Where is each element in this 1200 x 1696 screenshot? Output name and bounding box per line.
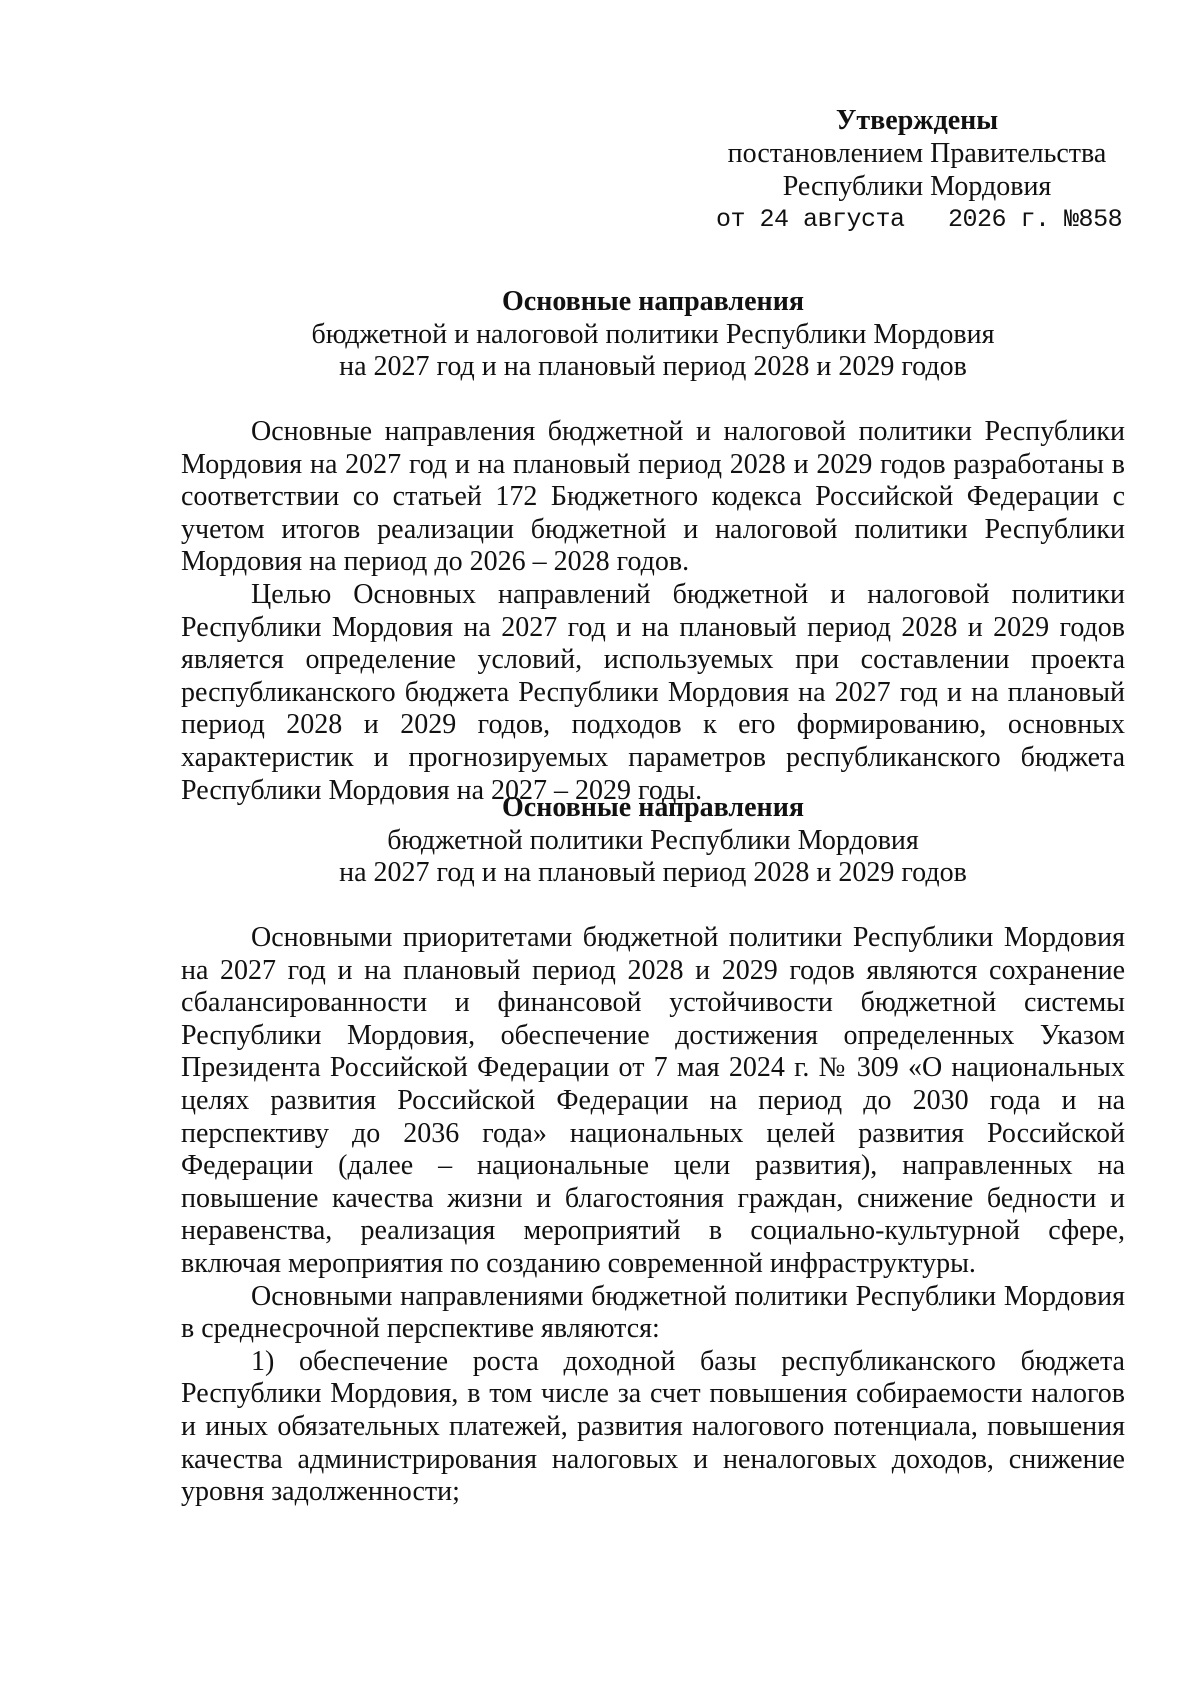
section-1-title: Основные направления [502, 286, 804, 317]
approval-line-republic: Республики Мордовия [782, 171, 1052, 202]
section-2 [181, 792, 1125, 890]
section-2-paragraph-1: Основными приоритетами бюджетной политики Республики Мордовия на 2027 год и на плановый период 2028 и 2029 годов являются сохранение сбалансированности и финансовой устойчивости бюджетной системы Республики Мордовия, обеспечение достижения определенных Указом Президента Российской Федерации от 7 мая 2024 г. № 309 «О национальных целях развития Российской Федерации на период до 2030 года и на перспективу до 2036 года» национальных целей развития Российской Федерации (далее – национальные цели развития), направленных на повышение качества жизни и благостояния граждан, снижение бедности и неравенства, реализация мероприятий в социально-культурной сфере, включая мероприятия по созданию современной инфраструктуры. [181, 922, 1125, 1279]
section-2-paragraph-2: Основными направлениями бюджетной политики Республики Мордовия в среднесрочной перспективе являются: [181, 1280, 1125, 1345]
approval-line-date-number: от 24 августа 2026 г. №858 [716, 205, 1123, 234]
section-2-subtitle-1: бюджетной политики Республики Мордовия [387, 824, 919, 856]
section-1-paragraph-2: Целью Основных направлений бюджетной и налоговой политики Республики Мордовия на 2027 год и на плановый период 2028 и 2029 годов является определение условий, используемых при составлении проекта республиканского бюджета Республики Мордовия на 2027 год и на плановый период 2028 и 2029 годов, подходов к его формированию, основных характеристик и прогнозируемых параметров республиканского бюджета Республики Мордовия на 2027 – 2029 годы. [181, 578, 1125, 806]
section-1-subtitle-1: бюджетной и налоговой политики Республики Мордовия [311, 318, 995, 350]
section-2-title: Основные направления [502, 792, 804, 823]
section-2-subtitle-2: на 2027 год и на плановый период 2028 и 2029 годов [339, 857, 967, 889]
section-1-subtitle-2: на 2027 год и на плановый период 2028 и 2029 годов [339, 351, 967, 383]
section-2-paragraph-3: 1) обеспечение роста доходной базы республиканского бюджета Республики Мордовия, в том числе за счет повышения собираемости налогов и иных обязательных платежей, развития налогового потенциала, повышения качества администрирования налоговых и неналоговых доходов, снижение уровня задолженности; [181, 1345, 1125, 1508]
approval-stamp [716, 104, 1123, 236]
section-1-paragraph-1: Основные направления бюджетной и налоговой политики Республики Мордовия на 2027 год и на плановый период 2028 и 2029 годов разработаны в соответствии со статьей 172 Бюджетного кодекса Российской Федерации с учетом итогов реализации бюджетной и налоговой политики Республики Мордовия на период до 2026 – 2028 годов. [181, 416, 1125, 578]
section-1-body [181, 416, 1125, 807]
section-2-heading [181, 792, 1125, 890]
section-2-body [181, 922, 1125, 1509]
section-1 [181, 286, 1125, 384]
approval-title: Утверждены [835, 105, 999, 136]
approval-line-decree: постановлением Правительства [727, 138, 1107, 169]
section-1-heading [181, 286, 1125, 384]
